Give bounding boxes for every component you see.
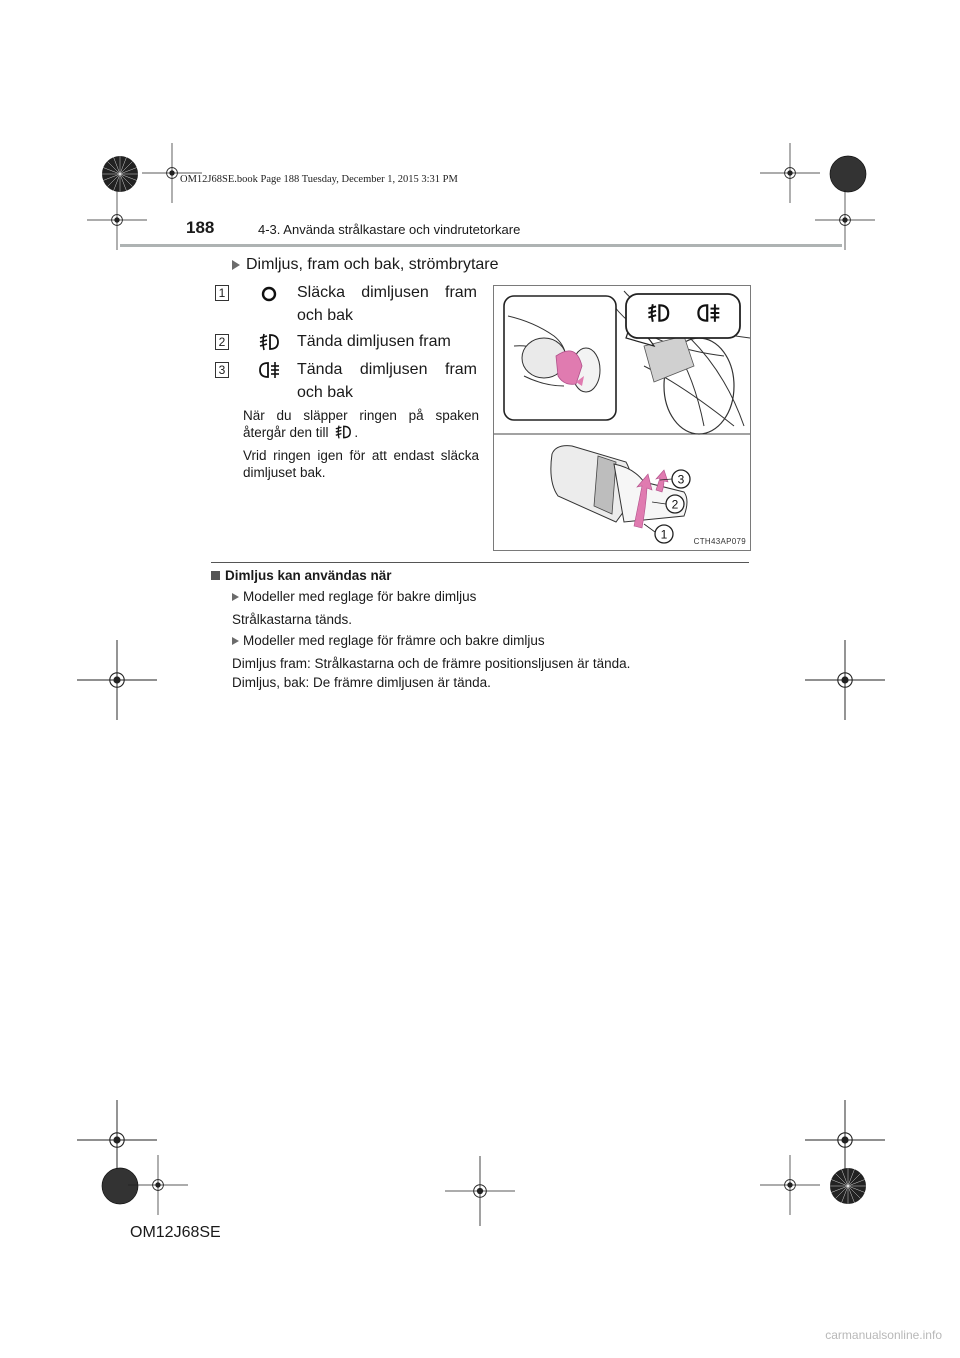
square-bullet-icon — [211, 571, 220, 580]
registration-mark-icon — [828, 1166, 868, 1206]
callout-3: 3 — [677, 472, 685, 487]
triangle-bullet-icon — [232, 260, 240, 270]
triangle-bullet-icon — [232, 593, 239, 601]
item-text: Släcka dimljusen fram och bak — [297, 284, 477, 324]
body-text: Dimljus fram: Strålkastarna och de främre positionsljusen är tända. — [232, 656, 631, 671]
item-number: 3 — [215, 362, 229, 378]
note-text: När du släpper ringen på spaken återgår den till — [243, 408, 479, 440]
section-title-text: Dimljus, fram och bak, strömbrytare — [246, 256, 499, 273]
item-number: 2 — [215, 334, 229, 350]
page-number: 188 — [186, 218, 215, 237]
registration-mark-icon — [800, 640, 890, 720]
callout-1: 1 — [660, 527, 668, 542]
note-text-end: . — [354, 425, 359, 440]
lever-diagram — [494, 286, 750, 550]
triangle-bullet-icon — [232, 637, 239, 645]
book-info: OM12J68SE.book Page 188 Tuesday, December 1, 2015 3:31 PM — [180, 174, 458, 185]
chapter-title: 4-3. Använda strålkastare och vindrutetorkare — [258, 222, 521, 237]
list-item — [232, 589, 476, 604]
registration-mark-icon — [72, 640, 162, 720]
item-text: Tända dimljusen fram — [297, 333, 451, 350]
item-number: 1 — [215, 285, 229, 301]
section2-title — [211, 568, 392, 583]
callout-2: 2 — [671, 497, 679, 512]
note-release-ring — [243, 407, 479, 441]
registration-mark-icon — [440, 1156, 520, 1226]
item-text: Tända dimljusen fram och bak — [297, 361, 477, 401]
section-divider — [211, 562, 749, 563]
section-title — [232, 256, 499, 274]
list-item-text: Modeller med reglage för bakre dimljus — [243, 589, 477, 604]
note-turn-ring: Vrid ringen igen för att endast släcka dimljuset bak. — [243, 448, 479, 480]
front-fog-light-icon — [256, 332, 282, 352]
section2-title-text: Dimljus kan användas när — [225, 568, 392, 583]
header-rule — [120, 244, 842, 247]
registration-mark-icon — [760, 1140, 820, 1230]
registration-mark-icon — [100, 154, 140, 194]
figure-code: CTH43AP079 — [693, 537, 746, 546]
front-fog-light-icon — [332, 424, 354, 440]
list-item — [232, 633, 545, 648]
registration-mark-icon — [800, 190, 890, 250]
list-item-text: Modeller med reglage för främre och bakre dimljus — [243, 633, 545, 648]
fog-light-off-icon — [256, 284, 282, 304]
front-rear-fog-light-icon — [256, 360, 282, 380]
registration-mark-icon — [72, 190, 162, 250]
lever-illustration — [493, 285, 751, 551]
watermark: carmanualsonline.info — [825, 1328, 942, 1342]
body-text: Dimljus, bak: De främre dimljusen är tända. — [232, 675, 491, 690]
registration-mark-icon — [128, 1140, 188, 1230]
body-text: Strålkastarna tänds. — [232, 612, 353, 627]
registration-mark-icon — [828, 154, 868, 194]
footer-code: OM12J68SE — [130, 1224, 221, 1241]
